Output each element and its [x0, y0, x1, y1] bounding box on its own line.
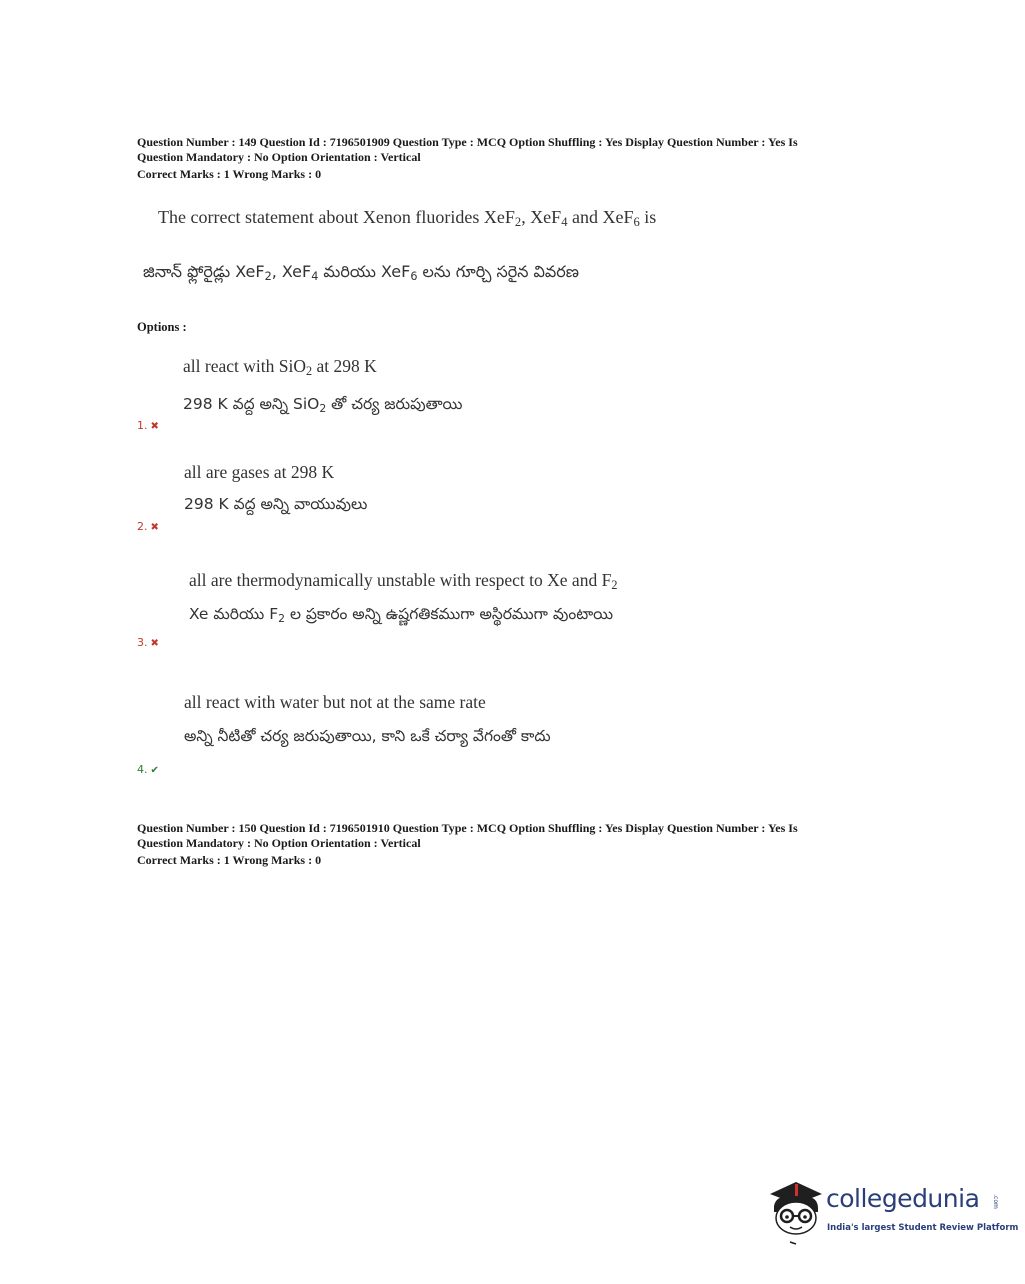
option-1-text-te: 298 K వద్ద అన్ని SiO$_2$ తో చర్య జరుపుతాయి: [183, 395, 463, 415]
options-label: Options :: [137, 320, 187, 334]
question-149-text-en: The correct statement about Xenon fluorides XeF$_2$, XeF$_4$ and XeF$_6$ is: [158, 207, 657, 229]
question-149-meta: [137, 135, 877, 182]
logo-wordmark: collegedunia: [826, 1184, 980, 1213]
logo-com: .com: [991, 1194, 999, 1209]
option-2-text-en: all are gases at 298 K: [184, 462, 335, 482]
wrong-mark-icon: ✖: [150, 638, 159, 649]
option-4-number: 4. ✔: [137, 763, 159, 776]
option-2-number: 2. ✖: [137, 520, 159, 533]
question-149-marks: Correct Marks : 1 Wrong Marks : 0: [137, 167, 322, 181]
option-3-text-te: Xe మరియు $F_2$ ల ప్రకారం అన్ని ఉష్ణగతికముగా అస్థిరముగా వుంటాయి: [189, 605, 614, 625]
mascot-icon: [766, 1176, 824, 1246]
question-150-meta-line2: Question Mandatory : No Option Orientation : Vertical: [137, 836, 421, 850]
option-1-text-en: all react with SiO$_2$ at 298 K: [183, 356, 377, 378]
option-3-number: 3. ✖: [137, 636, 159, 649]
logo-tagline: India's largest Student Review Platform: [827, 1223, 1019, 1233]
option-2-text-te: 298 K వద్ద అన్ని వాయువులు: [184, 495, 368, 513]
option-1-number: 1. ✖: [137, 419, 159, 432]
question-150-meta-line1: Question Number : 150 Question Id : 7196501910 Question Type : MCQ Option Shuffling : Yes Display Question Number : Yes Is: [137, 821, 798, 835]
question-149-meta-line2: Question Mandatory : No Option Orientation : Vertical: [137, 150, 421, 164]
collegedunia-logo: [766, 1176, 1019, 1246]
question-150-meta: [137, 821, 877, 868]
option-4-text-en: all react with water but not at the same rate: [184, 692, 486, 712]
wrong-mark-icon: ✖: [150, 421, 159, 432]
question-150-marks: Correct Marks : 1 Wrong Marks : 0: [137, 853, 322, 867]
option-3-text-en: all are thermodynamically unstable with respect to Xe and $F_2$: [189, 570, 618, 592]
question-149-text-te: జినాన్ ఫ్లోరైడ్లు XeF$_2$, XeF$_4$ మరియు XeF$_6$ లను గూర్చి సరైన వివరణ: [143, 262, 579, 283]
correct-check-icon: ✔: [150, 765, 159, 776]
question-149-meta-line1: Question Number : 149 Question Id : 7196501909 Question Type : MCQ Option Shuffling : Yes Display Question Number : Yes Is: [137, 135, 798, 149]
wrong-mark-icon: ✖: [150, 522, 159, 533]
option-4-text-te: అన్ని నీటితో చర్య జరుపుతాయి, కాని ఒకే చర్యా వేగంతో కాదు: [184, 727, 551, 745]
